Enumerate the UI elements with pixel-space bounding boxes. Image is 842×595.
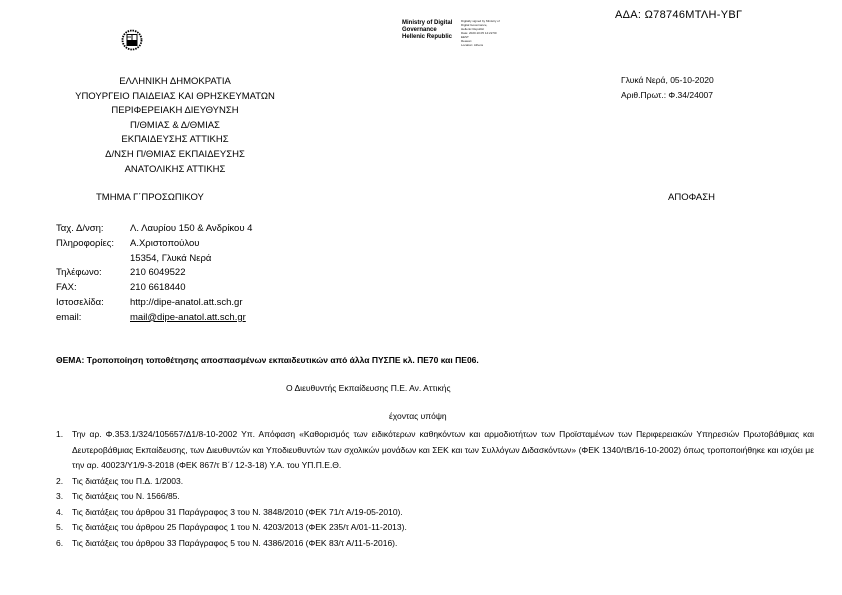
list-item bbox=[56, 489, 814, 505]
contact-value: Α.Χριστοπούλου bbox=[130, 237, 200, 249]
greek-emblem-icon bbox=[121, 29, 143, 51]
digital-signature-label bbox=[402, 20, 452, 41]
list-item bbox=[56, 474, 814, 490]
contact-row-fax bbox=[56, 281, 252, 296]
signature-detail-line: Hellenic Republic bbox=[461, 27, 485, 31]
contact-row-website bbox=[56, 296, 252, 311]
document-type: ΑΠΟΦΑΣΗ bbox=[668, 192, 715, 203]
list-item-number: 1. bbox=[56, 429, 64, 439]
contact-value: 210 6049522 bbox=[130, 267, 186, 279]
contact-info bbox=[56, 222, 252, 326]
subject-line: ΘΕΜΑ: Τροποποίηση τοποθέτησης αποσπασμένων εκπαιδευτικών από άλλα ΠΥΣΠΕ κλ. ΠΕ70 και ΠΕ06. bbox=[56, 355, 479, 365]
director-title: Ο Διευθυντής Εκπαίδευσης Π.Ε. Αν. Αττικής bbox=[286, 383, 451, 393]
contact-value: Λ. Λαυρίου 150 & Ανδρίκου 4 bbox=[130, 223, 253, 234]
list-item bbox=[56, 536, 814, 552]
list-item-number: 2. bbox=[56, 475, 64, 486]
authority-line: Δ/ΝΣΗ Π/ΘΜΙΑΣ ΕΚΠΑΙΔΕΥΣΗΣ bbox=[105, 148, 245, 160]
signature-detail-line: EEST bbox=[461, 35, 469, 39]
list-item-text: Την αρ. Φ.353.1/324/105657/Δ1/8-10-2002 Υπ. Απόφαση «Καθορισμός των ειδικότερων καθηκόντων και αρμοδιοτήτων των Προϊσταμένων των Περιφερειακών Υπηρεσιών Πρωτοβάθμιας και Δευτεροβάθμιας Εκπαίδευσης, των Διευθυντών και Υποδιευθυντών των σχολικών μονάδων και ΣΕΚ και των Συλλόγων Διδασκόντων» (ΦΕΚ 1340/τΒ/16-10-2002) όπως τροποποιήθηκε και ισχύει με την αρ. 40023/Υ1/9-3-2018 (ΦΕΚ 867/τ Β΄/ 12-3-18) Υ.Α. του ΥΠ.Π.Ε.Θ. bbox=[72, 429, 814, 470]
issuing-authority bbox=[40, 75, 310, 177]
email-link[interactable]: mail@dipe-anatol.att.sch.gr bbox=[130, 311, 246, 323]
date-protocol-block bbox=[621, 73, 714, 102]
contact-label: Πληροφορίες: bbox=[56, 237, 114, 249]
contact-label: email: bbox=[56, 311, 82, 323]
contact-label: Ιστοσελίδα: bbox=[56, 296, 104, 308]
list-item-text: Τις διατάξεις του άρθρου 31 Παράγραφος 3 του Ν. 3848/2010 (ΦΕΚ 71/τ Α/19-05-2010). bbox=[72, 506, 403, 517]
authority-line: Π/ΘΜΙΑΣ & Δ/ΘΜΙΑΣ bbox=[130, 119, 220, 131]
list-item-text: Τις διατάξεις του Π.Δ. 1/2003. bbox=[72, 475, 184, 486]
contact-value: 15354, Γλυκά Νερά bbox=[130, 252, 212, 264]
protocol-number: Αριθ.Πρωτ.: Φ.34/24007 bbox=[621, 89, 714, 100]
signature-line: Ministry of Digital bbox=[402, 20, 453, 26]
contact-label: FAX: bbox=[56, 282, 77, 294]
contact-label bbox=[56, 252, 130, 267]
list-item bbox=[56, 520, 814, 536]
legal-basis-list bbox=[56, 427, 814, 551]
contact-row-email bbox=[56, 311, 252, 326]
signature-detail-line: Date: 2020.10.05 14:22:50 bbox=[461, 31, 497, 35]
contact-row-address bbox=[56, 222, 252, 237]
list-item-text: Τις διατάξεις του Ν. 1566/85. bbox=[72, 491, 180, 501]
contact-label: Ταχ. Δ/νση: bbox=[56, 223, 104, 234]
contact-label: Τηλέφωνο: bbox=[56, 267, 102, 279]
authority-line: ΑΝΑΤΟΛΙΚΗΣ ΑΤΤΙΚΗΣ bbox=[124, 163, 226, 175]
signature-detail-line: Location: Athens bbox=[461, 43, 484, 47]
list-item-text: Τις διατάξεις του άρθρου 33 Παράγραφος 5 του Ν. 4386/2016 (ΦΕΚ 83/τ Α/11-5-2016). bbox=[72, 537, 398, 548]
list-item-number: 6. bbox=[56, 537, 64, 548]
authority-line: ΕΚΠΑΙΔΕΥΣΗΣ ΑΤΤΙΚΗΣ bbox=[121, 134, 229, 146]
ada-code: ΑΔΑ: Ω78746ΜΤΛΗ-ΥΒΓ bbox=[615, 9, 743, 21]
department-label: ΤΜΗΜΑ Γ΄ΠΡΟΣΩΠΙΚΟΥ bbox=[96, 192, 204, 203]
digital-signature-details bbox=[461, 19, 500, 47]
signature-line: Hellenic Republic bbox=[402, 34, 453, 40]
contact-row-postcode bbox=[56, 252, 252, 267]
list-item bbox=[56, 427, 814, 474]
list-item bbox=[56, 505, 814, 521]
list-item-number: 3. bbox=[56, 491, 64, 501]
contact-row-info bbox=[56, 237, 252, 252]
signature-detail-line: Digital Governance, bbox=[461, 23, 488, 27]
considering-heading: έχοντας υπόψη bbox=[389, 411, 447, 421]
contact-row-phone bbox=[56, 266, 252, 281]
authority-line: ΕΛΛΗΝΙΚΗ ΔΗΜΟΚΡΑΤΙΑ bbox=[119, 76, 231, 87]
authority-line: ΥΠΟΥΡΓΕΙΟ ΠΑΙΔΕΙΑΣ ΚΑΙ ΘΡΗΣΚΕΥΜΑΤΩΝ bbox=[75, 90, 275, 102]
authority-line: ΠΕΡΙΦΕΡΕΙΑΚΗ ΔΙΕΥΘΥΝΣΗ bbox=[111, 105, 239, 117]
list-item-number: 5. bbox=[56, 522, 64, 532]
list-item-text: Τις διατάξεις του άρθρου 25 Παράγραφος 1 του Ν. 4203/2013 (ΦΕΚ 235/τ Α/01-11-2013). bbox=[72, 522, 407, 532]
list-item-number: 4. bbox=[56, 506, 64, 517]
document-date: Γλυκά Νερά, 05-10-2020 bbox=[621, 75, 714, 85]
signature-detail-line: Digitally signed by Ministry of bbox=[461, 19, 500, 23]
contact-value: 210 6618440 bbox=[130, 282, 186, 294]
website-link[interactable]: http://dipe-anatol.att.sch.gr bbox=[130, 296, 243, 308]
signature-detail-line: Reason: bbox=[461, 39, 473, 43]
signature-line: Governance bbox=[402, 27, 437, 33]
